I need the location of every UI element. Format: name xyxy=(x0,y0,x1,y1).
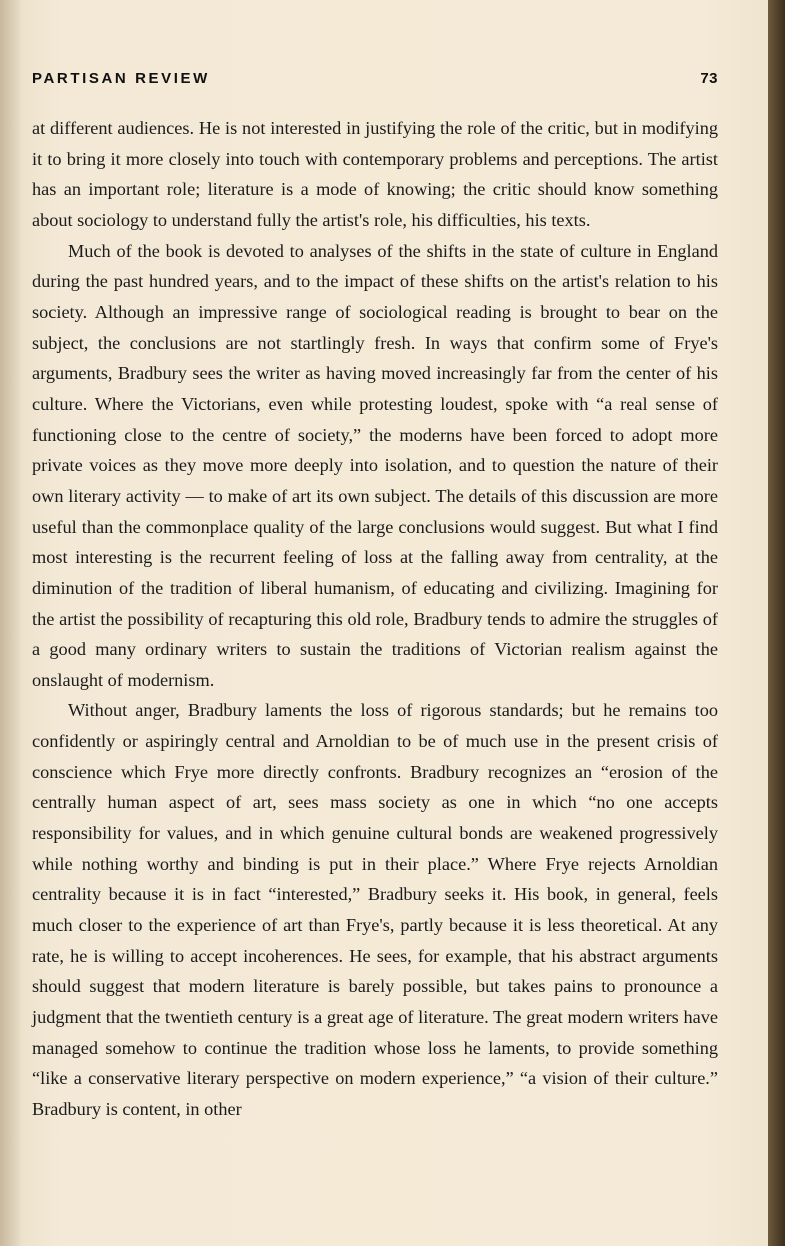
page-edge xyxy=(768,0,785,1246)
paragraph-1: at different audiences. He is not interested in justifying the role of the critic, but in modifying it to bring it more closely into touch with contemporary problems and perceptions. The artist has an important role; literature is a mode of knowing; the critic should know something about sociology to understand fully the artist's role, his difficulties, his texts. xyxy=(32,118,718,230)
paragraph-3: Without anger, Bradbury laments the loss of rigorous standards; but he remains too confidently or aspiringly central and Arnoldian to be of much use in the present crisis of conscience which Frye more directly confronts. Bradbury recognizes an “erosion of the centrally human aspect of art, sees mass society as one in which “no one accepts responsibility for values, and in which genuine cultural bonds are weakened progressively while nothing worthy and binding is put in their place.” Where Frye rejects Arnoldian centrality because it is in fact “interested,” Bradbury seeks it. His book, in general, feels much closer to the experience of art than Frye's, partly because it is less theoretical. At any rate, he is willing to accept incoherences. He sees, for example, that his abstract arguments should suggest that modern literature is barely possible, but takes pains to pronounce a judgment that the twentieth century is a great age of literature. The great modern writers have managed somehow to continue the tradition whose loss he laments, to provide something “like a conservative literary perspective on modern experience,” “a vision of their culture.” Bradbury is content, in other xyxy=(32,700,718,1119)
paragraph-2: Much of the book is devoted to analyses of the shifts in the state of culture in England during the past hundred years, and to the impact of these shifts on the artist's relation to his society. Although an impressive range of sociological reading is brought to bear on the subject, the conclusions are not startlingly fresh. In ways that confirm some of Frye's arguments, Bradbury sees the writer as having moved increasingly far from the center of his culture. Where the Victorians, even while protesting loudest, spoke with “a real sense of functioning close to the centre of society,” the moderns have been forced to adopt more private voices as they move more deeply into isolation, and to question the nature of their own literary activity — to make of art its own subject. The details of this discussion are more useful than the commonplace quality of the large conclusions would suggest. But what I find most interesting is the recurrent feeling of loss at the falling away from centrality, at the diminution of the tradition of liberal humanism, of educating and civilizing. Imagining for the artist the possibility of recapturing this old role, Bradbury tends to admire the struggles of a good many ordinary writers to sustain the traditions of Victorian realism against the onslaught of modernism. xyxy=(32,240,718,690)
running-head xyxy=(32,66,718,90)
body-text xyxy=(32,113,718,1125)
page-number: 73 xyxy=(700,70,718,87)
journal-title: PARTISAN REVIEW xyxy=(32,70,210,87)
spine-shadow xyxy=(0,0,22,1246)
